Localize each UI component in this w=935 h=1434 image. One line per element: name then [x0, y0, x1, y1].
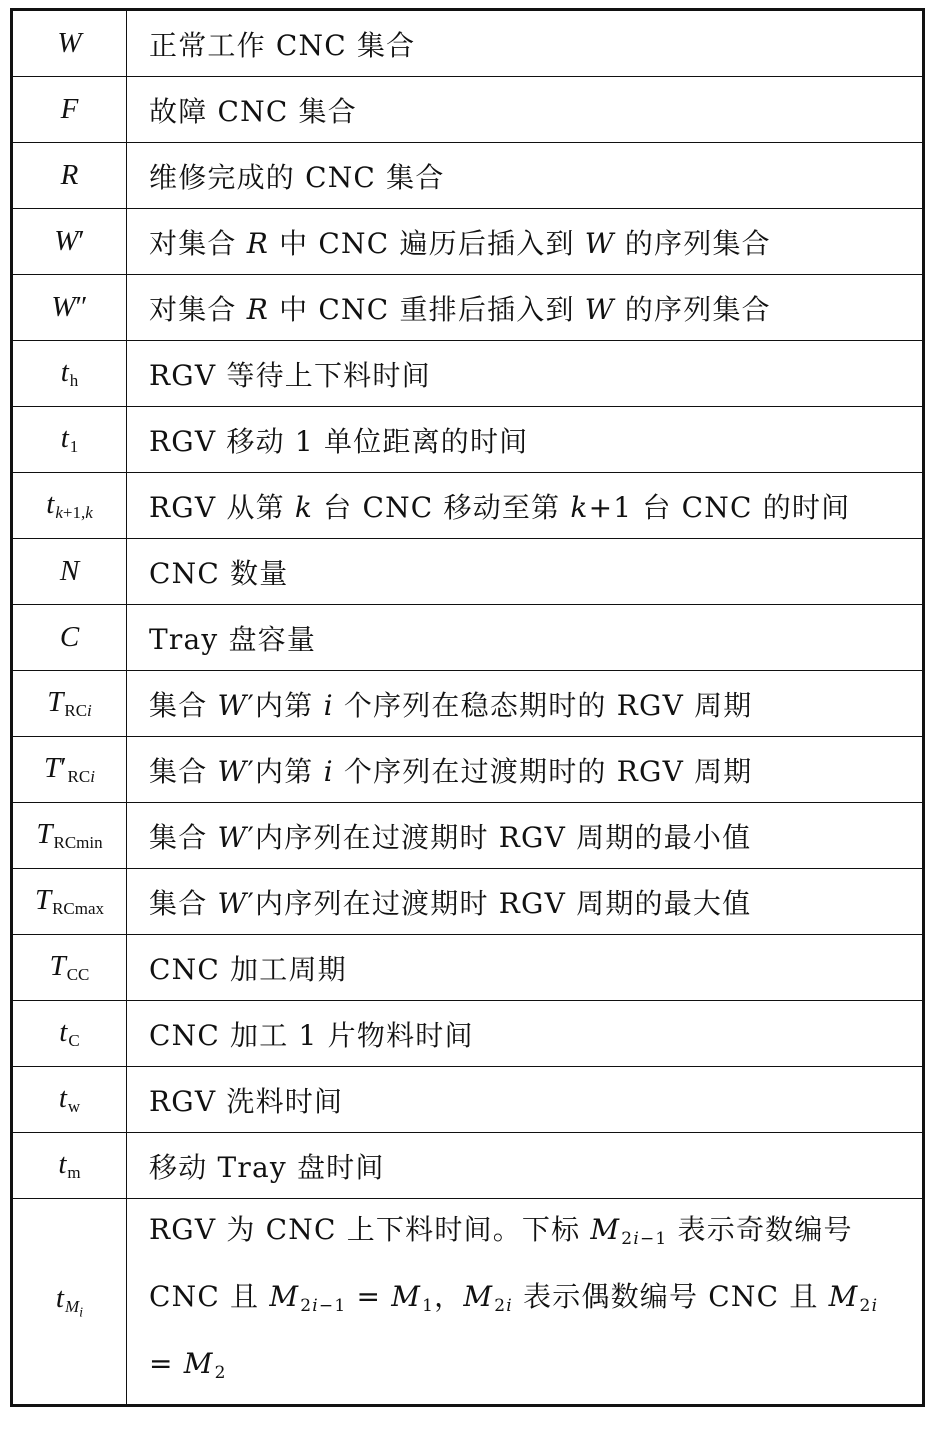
description-cell: CNC 加工 1 片物料时间 [127, 1001, 924, 1067]
table-row [12, 143, 924, 209]
symbol-cell: $t_{M_i}$ [12, 1199, 127, 1406]
description-cell: CNC 加工周期 [127, 935, 924, 1001]
table-row [12, 671, 924, 737]
symbol-cell: $T'_{RCi}$ [12, 737, 127, 803]
symbol-cell: N [12, 539, 127, 605]
description-cell: 故障 CNC 集合 [127, 77, 924, 143]
table-row [12, 209, 924, 275]
description-cell: 集合 W′内第 i 个序列在过渡期时的 RGV 周期 [127, 737, 924, 803]
description-cell: CNC 数量 [127, 539, 924, 605]
description-cell: RGV 移动 1 单位距离的时间 [127, 407, 924, 473]
symbol-cell: $T_{RCi}$ [12, 671, 127, 737]
description-cell: RGV 等待上下料时间 [127, 341, 924, 407]
symbol-cell: F [12, 77, 127, 143]
description-cell: 集合 W′内序列在过渡期时 RGV 周期的最小值 [127, 803, 924, 869]
symbol-cell: W [12, 10, 127, 77]
table-row [12, 473, 924, 539]
table-row [12, 341, 924, 407]
symbol-cell: $t_m$ [12, 1133, 127, 1199]
table-row [12, 1199, 924, 1406]
table-row [12, 275, 924, 341]
symbol-cell: $t_C$ [12, 1001, 127, 1067]
table-row [12, 1067, 924, 1133]
symbol-cell: R [12, 143, 127, 209]
description-cell: 正常工作 CNC 集合 [127, 10, 924, 77]
description-cell: RGV 从第 k 台 CNC 移动至第 k+1 台 CNC 的时间 [127, 473, 924, 539]
table-row [12, 77, 924, 143]
description-cell: 集合 W′内第 i 个序列在稳态期时的 RGV 周期 [127, 671, 924, 737]
symbol-table-body [12, 10, 924, 1406]
symbol-cell: C [12, 605, 127, 671]
description-cell: 集合 W′内序列在过渡期时 RGV 周期的最大值 [127, 869, 924, 935]
table-row [12, 869, 924, 935]
table-row [12, 539, 924, 605]
table-row [12, 10, 924, 77]
symbol-cell: $t_h$ [12, 341, 127, 407]
symbol-cell: $T_{CC}$ [12, 935, 127, 1001]
symbol-cell: W′ [12, 209, 127, 275]
table-row [12, 1133, 924, 1199]
symbol-cell: $T_{RCmax}$ [12, 869, 127, 935]
symbol-cell: W″ [12, 275, 127, 341]
description-cell: 对集合 R 中 CNC 重排后插入到 W 的序列集合 [127, 275, 924, 341]
description-cell: RGV 洗料时间 [127, 1067, 924, 1133]
table-row [12, 1001, 924, 1067]
description-cell: 对集合 R 中 CNC 遍历后插入到 W 的序列集合 [127, 209, 924, 275]
symbol-cell: $t_{k+1,k}$ [12, 473, 127, 539]
description-cell: 移动 Tray 盘时间 [127, 1133, 924, 1199]
table-row [12, 935, 924, 1001]
table-row [12, 407, 924, 473]
description-cell: Tray 盘容量 [127, 605, 924, 671]
symbol-definition-table [10, 8, 925, 1407]
symbol-cell: $T_{RCmin}$ [12, 803, 127, 869]
description-cell: RGV 为 CNC 上下料时间。下标 $M_{2i-1}$ 表示奇数编号 CNC 且 $M_{2i-1} = M_1$，$M_{2i}$ 表示偶数编号 CNC 且 $M_{2i} = M_2$ [127, 1199, 924, 1406]
description-cell: 维修完成的 CNC 集合 [127, 143, 924, 209]
table-row [12, 737, 924, 803]
table-row [12, 605, 924, 671]
table-row [12, 803, 924, 869]
symbol-cell: $t_w$ [12, 1067, 127, 1133]
symbol-cell: $t_1$ [12, 407, 127, 473]
